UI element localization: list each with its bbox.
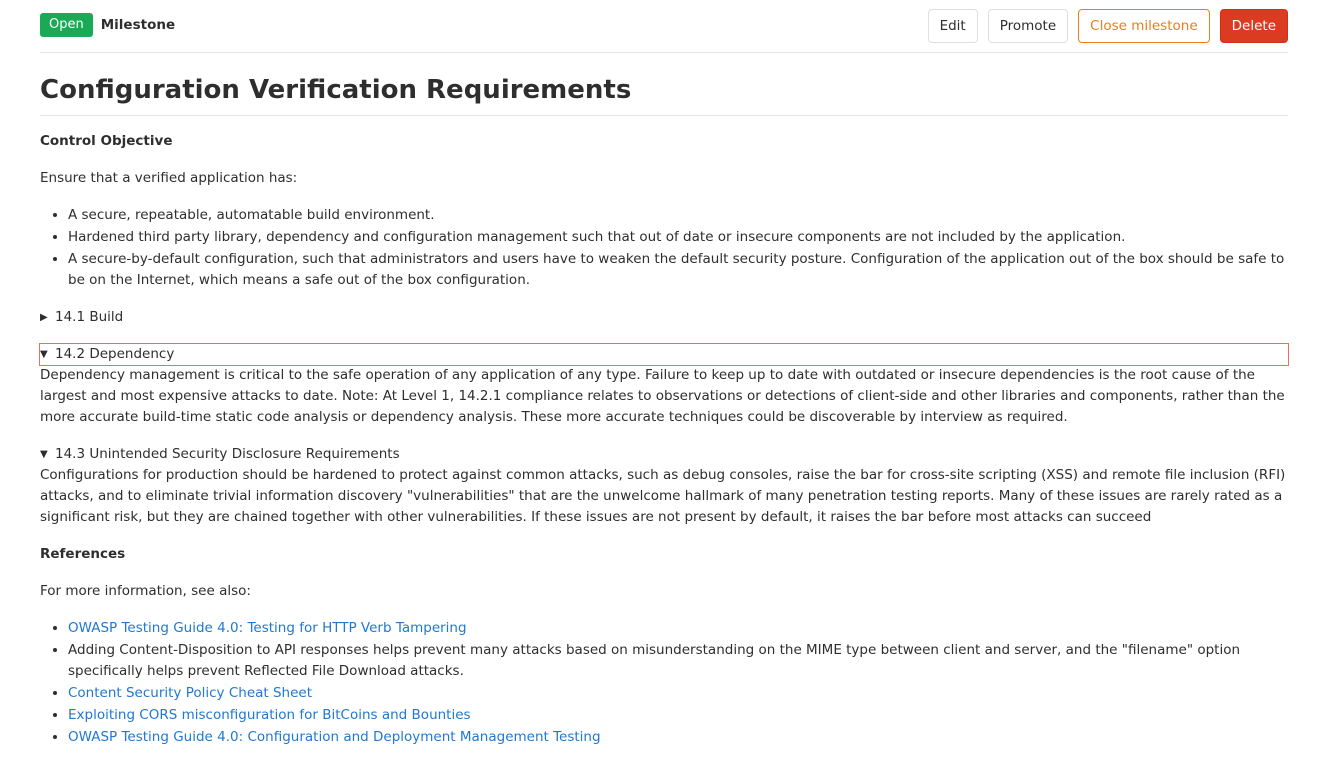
details-disclosure [40,444,1288,528]
milestone-label: Milestone [100,16,176,33]
page-title: Configuration Verification Requirements [40,75,632,105]
close-milestone-button[interactable]: Close milestone [1078,9,1209,43]
promote-button[interactable]: Promote [988,9,1068,43]
control-objective-heading: Control Objective [40,133,173,149]
milestone-page [40,0,1288,748]
collapsed-arrow-icon: ▶ [40,312,48,323]
references-heading: References [40,546,126,562]
list-item [68,618,1288,639]
summary-dependency[interactable] [40,344,1288,365]
summary-label: 14.1 Build [55,309,124,325]
dependency-body: Dependency management is critical to the safe operation of any application of any type. Failure to keep up to date with outdated or insecure dependencies is the root cause of the largest and most expensive attacks to date. Note: At Level 1, 14.2.1 compliance relates to observations or detections of client-side and other libraries and components, rather than the more accurate build-time static code analysis or dependency analysis. These more accurate techniques could be discoverable by interview as required. [40,367,1285,425]
milestone-description [40,116,1288,748]
status-badge: Open [40,13,93,37]
details-build [40,307,1288,328]
header-left [40,13,175,37]
list-item [68,705,1288,726]
details-dependency [40,344,1288,428]
reference-link-config-deployment-testing[interactable]: OWASP Testing Guide 4.0: Configuration and Deployment Management Testing [68,729,601,745]
list-item [68,727,1288,748]
list-item: • A secure, repeatable, automatable build environment. [68,205,1288,226]
reference-link-http-verb-tampering[interactable]: OWASP Testing Guide 4.0: Testing for HTTP Verb Tampering [68,620,467,636]
header-actions [928,9,1288,43]
summary-label: 14.2 Dependency [55,346,175,362]
edit-button[interactable]: Edit [928,9,978,43]
expanded-arrow-icon: ▼ [40,449,48,460]
references-list [40,618,1288,748]
reference-link-csp-cheat-sheet[interactable]: Content Security Policy Cheat Sheet [68,685,313,701]
summary-label: 14.3 Unintended Security Disclosure Requirements [55,446,400,462]
list-item: • A secure-by-default configuration, such that administrators and users have to weaken the default security posture. Configuration of the application out of the box should be safe to be on the Internet, which means a safe out of the box configuration. [68,249,1288,291]
list-item: • Adding Content-Disposition to API responses helps prevent many attacks based on misunderstanding on the MIME type between client and server, and the "filename" option specifically helps prevent Reflected File Download attacks. [68,640,1288,682]
list-item [68,683,1288,704]
summary-build[interactable] [40,307,1288,328]
list-item: • Hardened third party library, dependency and configuration management such that out of date or insecure components are not included by the application. [68,227,1288,248]
expanded-arrow-icon: ▼ [40,349,48,360]
control-objective-intro: Ensure that a verified application has: [40,170,298,186]
disclosure-body: Configurations for production should be hardened to protect against common attacks, such as debug consoles, raise the bar for cross-site scripting (XSS) and remote file inclusion (RFI) attacks, and to eliminate trivial information discovery "vulnerabilities" that are the unwelcome hallmark of many penetration testing reports. Many of these issues are rarely rated as a significant risk, but they are chained together with other vulnerabilities. If these issues are not present by default, it raises the bar before most attacks can succeed [40,467,1286,525]
reference-link-cors-misconfiguration[interactable]: Exploiting CORS misconfiguration for BitCoins and Bounties [68,707,471,723]
references-intro: For more information, see also: [40,583,251,599]
delete-button[interactable]: Delete [1220,9,1288,43]
title-area [40,53,1288,116]
summary-disclosure[interactable] [40,444,1288,465]
control-objective-list [40,205,1288,291]
milestone-header [40,0,1288,53]
